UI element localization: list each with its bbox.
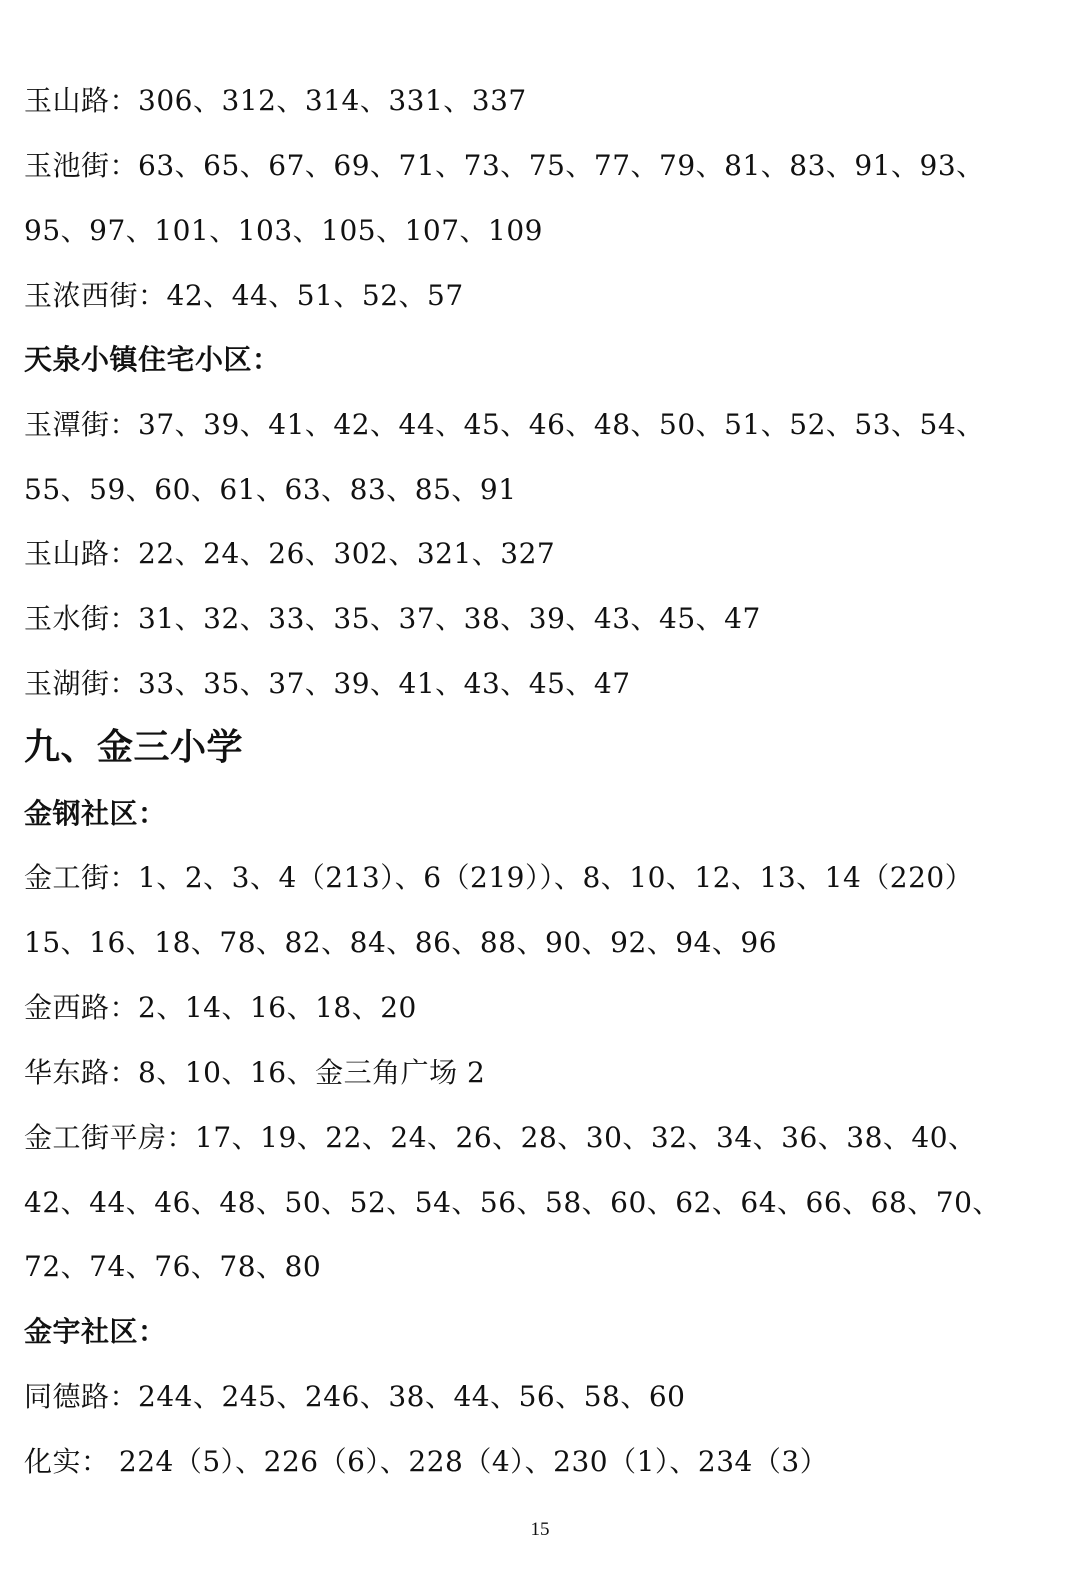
address-line: 72、74、76、78、80: [24, 1250, 322, 1283]
community-heading: 天泉小镇住宅小区：: [24, 343, 281, 376]
page-number: 15: [530, 1519, 550, 1540]
address-line: 玉山路：306、312、314、331、337: [24, 84, 527, 117]
address-line: 金工街：1、2、3、4（213）、6（219））、8、10、12、13、14（220）: [24, 861, 974, 894]
community-heading: 金钢社区：: [24, 797, 167, 830]
address-line: 15、16、18、78、82、84、86、88、90、92、94、96: [24, 926, 778, 959]
address-line: 玉池街：63、65、67、69、71、73、75、77、79、81、83、91、93、: [24, 149, 985, 182]
address-line: 玉山路：22、24、26、302、321、327: [24, 537, 556, 570]
address-line: 金西路：2、14、16、18、20: [24, 991, 417, 1024]
school-heading: 九、金三小学: [24, 727, 244, 768]
community-heading: 金宇社区：: [24, 1315, 167, 1348]
address-line: 化实： 224（5）、226（6）、228（4）、230（1）、234（3）: [24, 1445, 829, 1478]
address-line: 华东路：8、10、16、金三角广场 2: [24, 1056, 486, 1089]
address-line: 42、44、46、48、50、52、54、56、58、60、62、64、66、68、70、: [24, 1186, 1001, 1219]
address-line: 玉潭街：37、39、41、42、44、45、46、48、50、51、52、53、54、: [24, 408, 985, 441]
address-line: 55、59、60、61、63、83、85、91: [24, 473, 517, 506]
address-line: 金工街平房：17、19、22、24、26、28、30、32、34、36、38、40、: [24, 1121, 977, 1154]
address-line: 同德路：244、245、246、38、44、56、58、60: [24, 1380, 686, 1413]
address-line: 95、97、101、103、105、107、109: [24, 214, 543, 247]
address-line: 玉浓西街：42、44、51、52、57: [24, 279, 464, 312]
address-line: 玉水街：31、32、33、35、37、38、39、43、45、47: [24, 602, 761, 635]
address-line: 玉湖街：33、35、37、39、41、43、45、47: [24, 667, 631, 700]
